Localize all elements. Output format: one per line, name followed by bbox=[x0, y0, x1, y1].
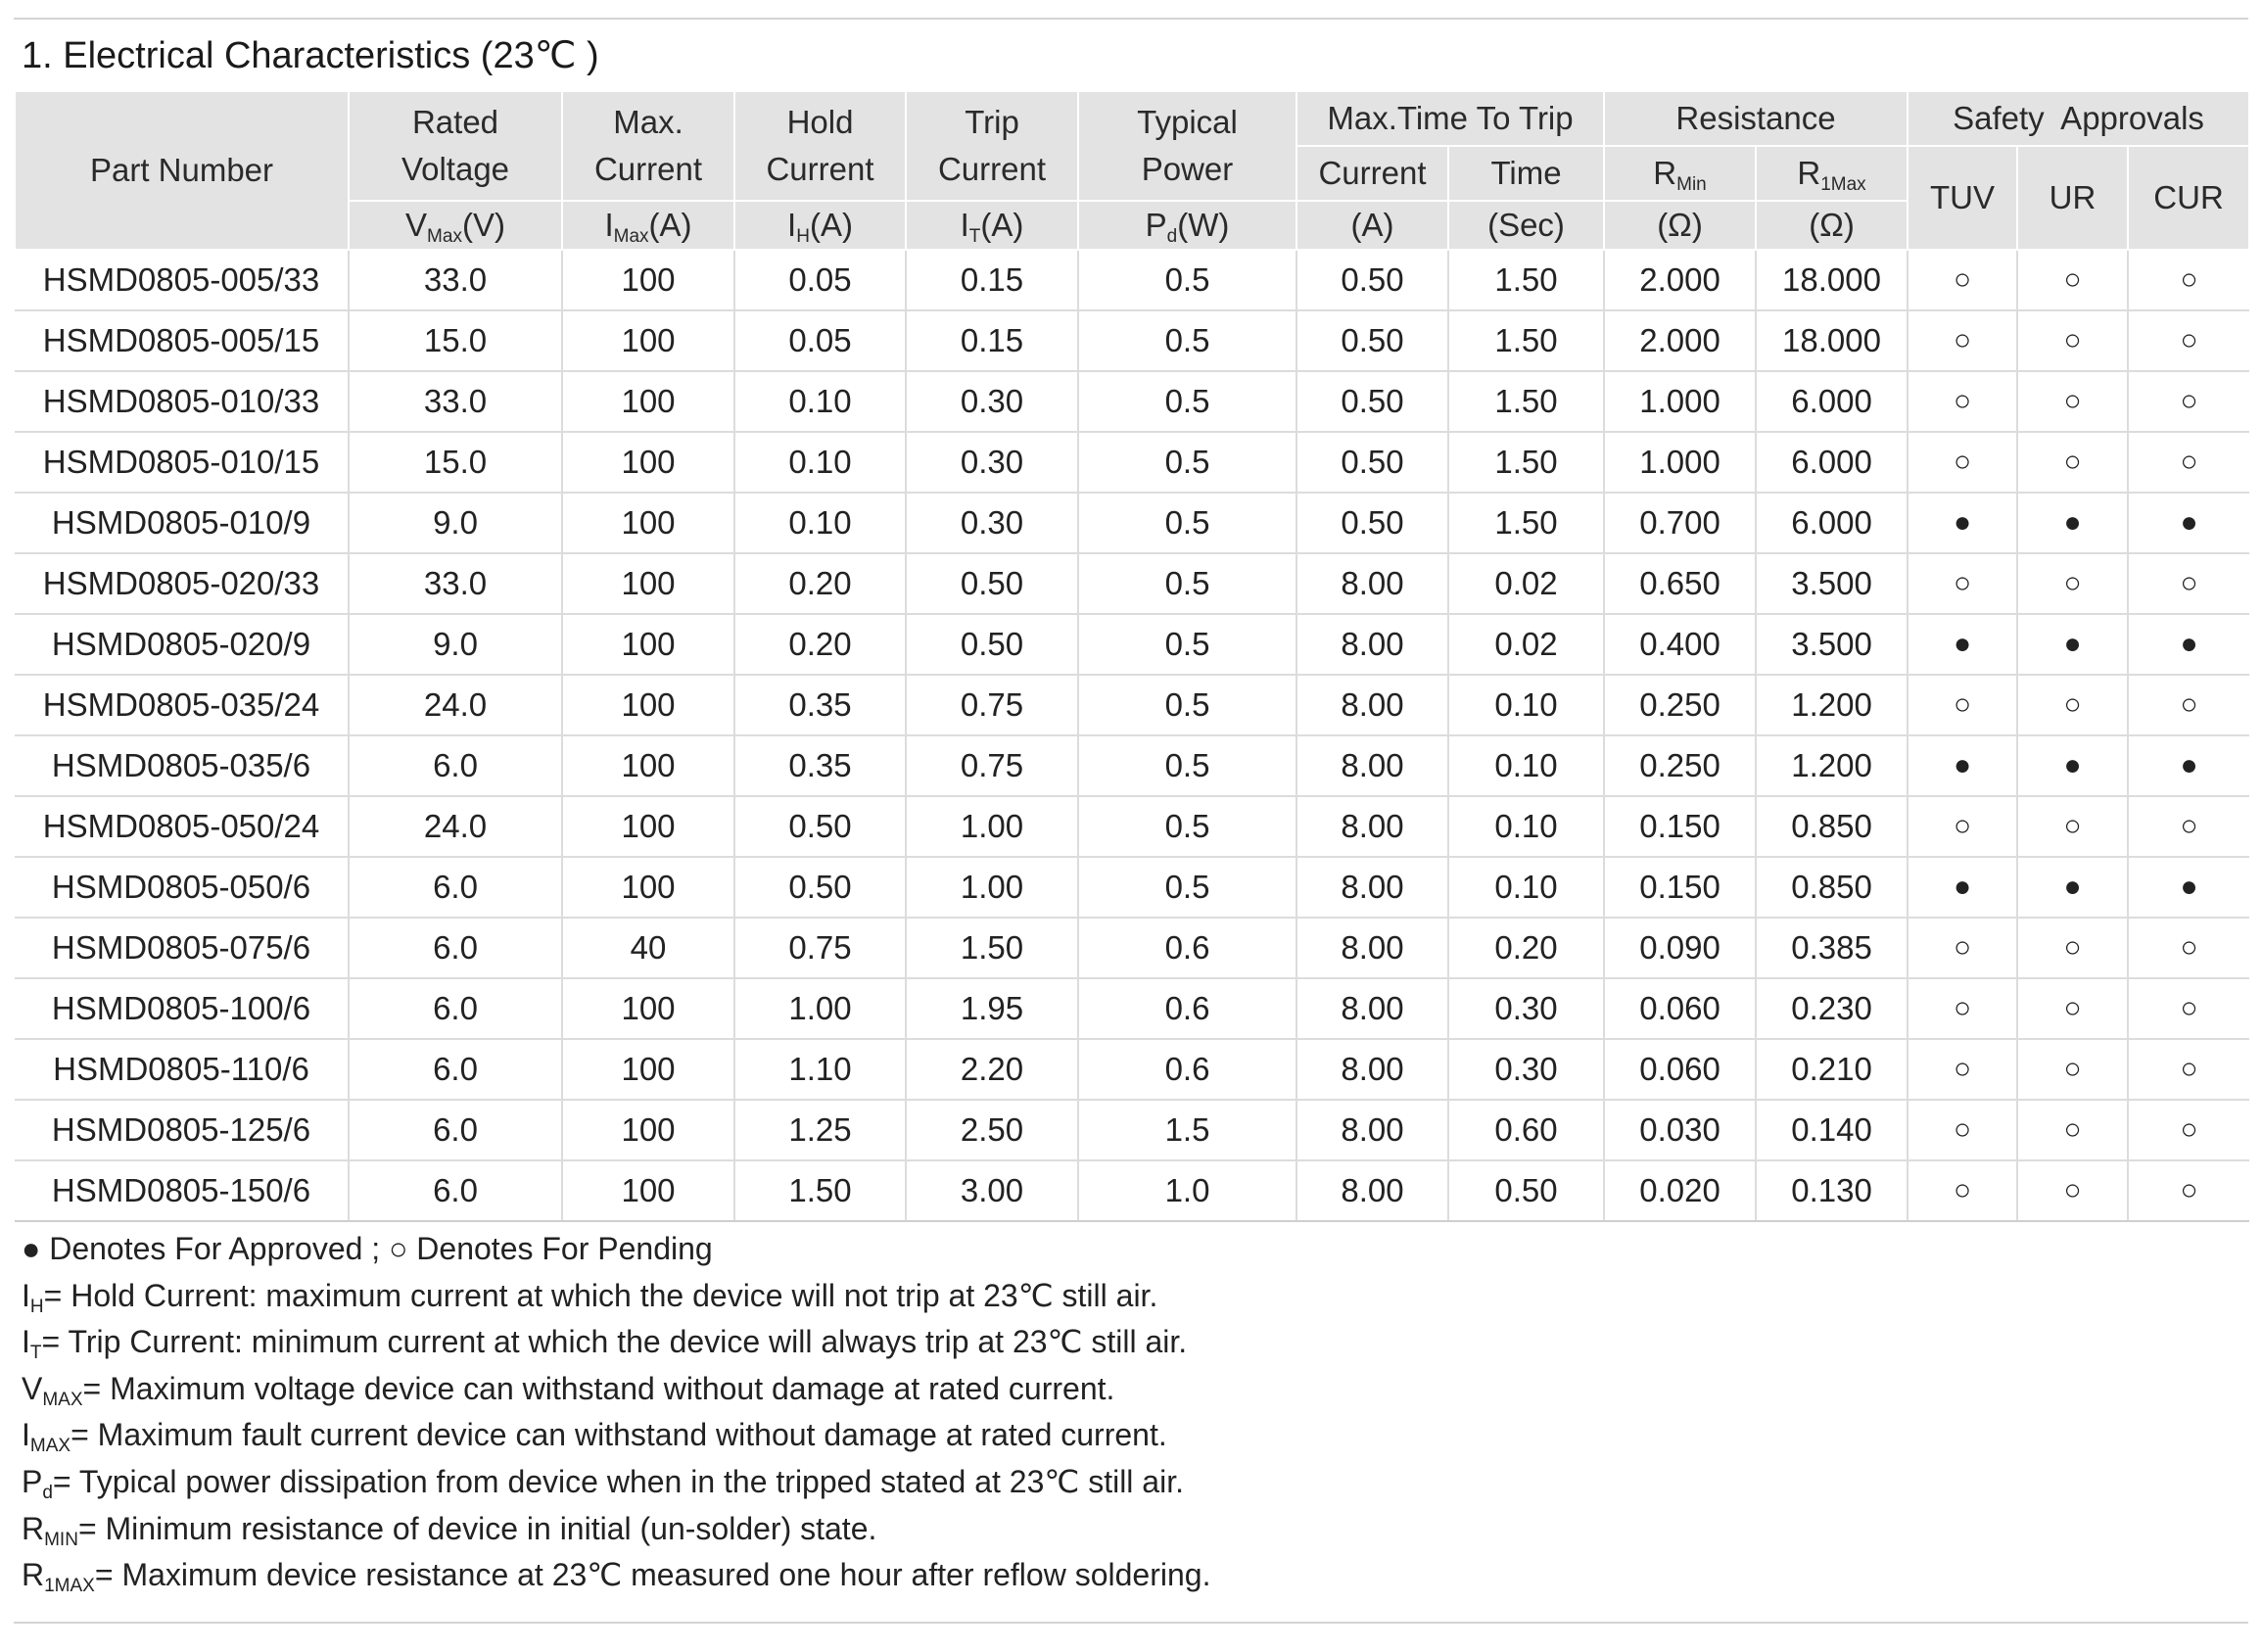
table-row bbox=[15, 250, 2249, 310]
bottom-divider bbox=[14, 1622, 2248, 1624]
header-hold-current: Hold Current bbox=[734, 91, 906, 201]
cell-pd: 0.5 bbox=[1078, 371, 1296, 432]
cell-ih: 0.10 bbox=[734, 371, 906, 432]
ur-status-icon: ○ bbox=[2017, 1039, 2128, 1100]
cell-imax: 100 bbox=[562, 1160, 734, 1221]
cell-imax: 100 bbox=[562, 1100, 734, 1160]
tuv-status-icon: ○ bbox=[1908, 1100, 2017, 1160]
ur-status-icon: ○ bbox=[2017, 371, 2128, 432]
cell-voltage: 33.0 bbox=[349, 371, 562, 432]
table-row bbox=[15, 553, 2249, 614]
table-row bbox=[15, 978, 2249, 1039]
cur-status-icon: ○ bbox=[2128, 310, 2249, 371]
table-row bbox=[15, 1100, 2249, 1160]
cell-pd: 0.5 bbox=[1078, 432, 1296, 493]
cell-trip-current: 8.00 bbox=[1296, 614, 1448, 675]
cell-r1max: 6.000 bbox=[1756, 371, 1908, 432]
cell-trip-current: 0.50 bbox=[1296, 310, 1448, 371]
table-row bbox=[15, 1039, 2249, 1100]
note-ih: $I_H=$ Hold Current: maximum current at which the device will not trip at 23℃ still air. bbox=[22, 1277, 1158, 1317]
table-row bbox=[15, 310, 2249, 371]
tuv-status-icon: ○ bbox=[1908, 675, 2017, 735]
cell-it: 0.50 bbox=[906, 553, 1078, 614]
cell-imax: 100 bbox=[562, 250, 734, 310]
cell-trip-current: 0.50 bbox=[1296, 250, 1448, 310]
header-r-min: $R_{Min}$ bbox=[1604, 146, 1756, 201]
cur-status-icon: ○ bbox=[2128, 675, 2249, 735]
cell-trip-current: 8.00 bbox=[1296, 553, 1448, 614]
cell-voltage: 9.0 bbox=[349, 614, 562, 675]
cell-part: HSMD0805-050/6 bbox=[15, 857, 349, 918]
header-mtt-current: Current bbox=[1296, 146, 1448, 201]
table-row bbox=[15, 1160, 2249, 1221]
cell-part: HSMD0805-010/33 bbox=[15, 371, 349, 432]
cell-rmin: 2.000 bbox=[1604, 250, 1756, 310]
unit-pd: $P_d(W)$ bbox=[1078, 201, 1296, 250]
cell-part: HSMD0805-035/24 bbox=[15, 675, 349, 735]
cell-imax: 100 bbox=[562, 796, 734, 857]
unit-mtt-current: (A) bbox=[1296, 201, 1448, 250]
cell-imax: 100 bbox=[562, 493, 734, 553]
cur-status-icon: ● bbox=[2128, 493, 2249, 553]
cell-trip-time: 0.30 bbox=[1448, 1039, 1604, 1100]
cell-pd: 0.6 bbox=[1078, 918, 1296, 978]
tuv-status-icon: ○ bbox=[1908, 310, 2017, 371]
section-title: 1. Electrical Characteristics (23℃ ) bbox=[22, 35, 599, 76]
ur-status-icon: ○ bbox=[2017, 918, 2128, 978]
cell-imax: 40 bbox=[562, 918, 734, 978]
cell-trip-time: 1.50 bbox=[1448, 250, 1604, 310]
cell-it: 0.30 bbox=[906, 493, 1078, 553]
header-tuv: TUV bbox=[1908, 146, 2017, 250]
cell-r1max: 6.000 bbox=[1756, 432, 1908, 493]
cell-trip-current: 8.00 bbox=[1296, 735, 1448, 796]
cell-voltage: 24.0 bbox=[349, 675, 562, 735]
cell-ih: 0.10 bbox=[734, 493, 906, 553]
cell-trip-time: 1.50 bbox=[1448, 371, 1604, 432]
cell-voltage: 6.0 bbox=[349, 978, 562, 1039]
cell-r1max: 0.385 bbox=[1756, 918, 1908, 978]
cell-trip-time: 0.10 bbox=[1448, 735, 1604, 796]
cur-status-icon: ○ bbox=[2128, 1039, 2249, 1100]
cell-it: 1.00 bbox=[906, 857, 1078, 918]
cell-voltage: 6.0 bbox=[349, 1039, 562, 1100]
cur-status-icon: ● bbox=[2128, 735, 2249, 796]
cell-voltage: 6.0 bbox=[349, 918, 562, 978]
cell-it: 0.75 bbox=[906, 735, 1078, 796]
electrical-characteristics-table bbox=[14, 90, 2250, 1222]
cell-trip-time: 0.02 bbox=[1448, 614, 1604, 675]
table-row bbox=[15, 857, 2249, 918]
ur-status-icon: ○ bbox=[2017, 553, 2128, 614]
cell-ih: 1.25 bbox=[734, 1100, 906, 1160]
table-body bbox=[15, 250, 2249, 1221]
cell-part: HSMD0805-010/15 bbox=[15, 432, 349, 493]
cell-voltage: 6.0 bbox=[349, 1100, 562, 1160]
cell-part: HSMD0805-125/6 bbox=[15, 1100, 349, 1160]
cell-trip-current: 8.00 bbox=[1296, 1100, 1448, 1160]
ur-status-icon: ● bbox=[2017, 735, 2128, 796]
ur-status-icon: ○ bbox=[2017, 978, 2128, 1039]
ur-status-icon: ○ bbox=[2017, 1160, 2128, 1221]
cell-it: 3.00 bbox=[906, 1160, 1078, 1221]
cell-voltage: 6.0 bbox=[349, 1160, 562, 1221]
cell-part: HSMD0805-050/24 bbox=[15, 796, 349, 857]
cur-status-icon: ○ bbox=[2128, 918, 2249, 978]
table-row bbox=[15, 371, 2249, 432]
cell-rmin: 1.000 bbox=[1604, 371, 1756, 432]
approval-legend: ● Denotes For Approved ; ○ Denotes For Pending bbox=[22, 1231, 713, 1266]
tuv-status-icon: ○ bbox=[1908, 978, 2017, 1039]
cell-r1max: 0.130 bbox=[1756, 1160, 1908, 1221]
unit-ih: $I_H(A)$ bbox=[734, 201, 906, 250]
header-rated-voltage: Rated Voltage bbox=[349, 91, 562, 201]
cell-voltage: 6.0 bbox=[349, 857, 562, 918]
cur-status-icon: ● bbox=[2128, 857, 2249, 918]
cell-trip-time: 0.10 bbox=[1448, 675, 1604, 735]
unit-mtt-time: (Sec) bbox=[1448, 201, 1604, 250]
cell-it: 1.50 bbox=[906, 918, 1078, 978]
note-r1max: $R_{1MAX}=$ Maximum device resistance at 23℃ measured one hour after reflow soldering. bbox=[22, 1557, 1211, 1597]
cell-trip-current: 0.50 bbox=[1296, 371, 1448, 432]
cell-rmin: 2.000 bbox=[1604, 310, 1756, 371]
table-row bbox=[15, 735, 2249, 796]
ur-status-icon: ● bbox=[2017, 493, 2128, 553]
cell-rmin: 0.150 bbox=[1604, 857, 1756, 918]
cell-it: 1.95 bbox=[906, 978, 1078, 1039]
cur-status-icon: ○ bbox=[2128, 796, 2249, 857]
cell-rmin: 0.700 bbox=[1604, 493, 1756, 553]
cell-trip-current: 8.00 bbox=[1296, 1160, 1448, 1221]
cell-rmin: 0.250 bbox=[1604, 675, 1756, 735]
cell-ih: 1.50 bbox=[734, 1160, 906, 1221]
cell-rmin: 0.060 bbox=[1604, 1039, 1756, 1100]
cell-trip-time: 0.60 bbox=[1448, 1100, 1604, 1160]
cell-imax: 100 bbox=[562, 857, 734, 918]
tuv-status-icon: ○ bbox=[1908, 371, 2017, 432]
cell-imax: 100 bbox=[562, 675, 734, 735]
header-mtt-time: Time bbox=[1448, 146, 1604, 201]
header-ur: UR bbox=[2017, 146, 2128, 250]
cur-status-icon: ○ bbox=[2128, 978, 2249, 1039]
cell-ih: 0.35 bbox=[734, 735, 906, 796]
cell-trip-current: 0.50 bbox=[1296, 493, 1448, 553]
tuv-status-icon: ○ bbox=[1908, 432, 2017, 493]
tuv-status-icon: ● bbox=[1908, 857, 2017, 918]
cell-r1max: 0.140 bbox=[1756, 1100, 1908, 1160]
cell-ih: 0.50 bbox=[734, 857, 906, 918]
unit-rmin: (Ω) bbox=[1604, 201, 1756, 250]
cur-status-icon: ○ bbox=[2128, 432, 2249, 493]
cell-trip-time: 1.50 bbox=[1448, 432, 1604, 493]
cell-pd: 0.6 bbox=[1078, 978, 1296, 1039]
cell-ih: 0.35 bbox=[734, 675, 906, 735]
cell-imax: 100 bbox=[562, 432, 734, 493]
cell-it: 0.15 bbox=[906, 310, 1078, 371]
cell-imax: 100 bbox=[562, 1039, 734, 1100]
tuv-status-icon: ● bbox=[1908, 614, 2017, 675]
cell-pd: 0.5 bbox=[1078, 614, 1296, 675]
table-row bbox=[15, 918, 2249, 978]
cell-rmin: 0.400 bbox=[1604, 614, 1756, 675]
cell-pd: 0.5 bbox=[1078, 796, 1296, 857]
header-max-time-to-trip: Max.Time To Trip bbox=[1296, 91, 1604, 146]
table-row bbox=[15, 796, 2249, 857]
cell-voltage: 15.0 bbox=[349, 310, 562, 371]
cell-ih: 0.50 bbox=[734, 796, 906, 857]
header-safety-approvals: Safety Approvals bbox=[1908, 91, 2249, 146]
cell-part: HSMD0805-020/9 bbox=[15, 614, 349, 675]
cur-status-icon: ○ bbox=[2128, 1100, 2249, 1160]
unit-it: $I_T(A)$ bbox=[906, 201, 1078, 250]
cell-imax: 100 bbox=[562, 553, 734, 614]
cell-trip-time: 1.50 bbox=[1448, 310, 1604, 371]
cell-trip-time: 0.20 bbox=[1448, 918, 1604, 978]
table-row bbox=[15, 493, 2249, 553]
cell-trip-time: 0.10 bbox=[1448, 796, 1604, 857]
cell-pd: 0.5 bbox=[1078, 310, 1296, 371]
cell-rmin: 0.150 bbox=[1604, 796, 1756, 857]
cell-part: HSMD0805-110/6 bbox=[15, 1039, 349, 1100]
cell-trip-time: 0.30 bbox=[1448, 978, 1604, 1039]
cell-ih: 1.10 bbox=[734, 1039, 906, 1100]
cell-imax: 100 bbox=[562, 371, 734, 432]
cell-pd: 0.6 bbox=[1078, 1039, 1296, 1100]
cell-it: 0.15 bbox=[906, 250, 1078, 310]
cell-voltage: 33.0 bbox=[349, 553, 562, 614]
cell-it: 1.00 bbox=[906, 796, 1078, 857]
cell-part: HSMD0805-010/9 bbox=[15, 493, 349, 553]
note-it: $I_T=$ Trip Current: minimum current at which the device will always trip at 23℃ still air. bbox=[22, 1324, 1188, 1364]
cell-r1max: 0.850 bbox=[1756, 796, 1908, 857]
tuv-status-icon: ● bbox=[1908, 493, 2017, 553]
cell-part: HSMD0805-035/6 bbox=[15, 735, 349, 796]
cell-pd: 0.5 bbox=[1078, 250, 1296, 310]
cell-r1max: 3.500 bbox=[1756, 614, 1908, 675]
ur-status-icon: ○ bbox=[2017, 310, 2128, 371]
cell-pd: 1.0 bbox=[1078, 1160, 1296, 1221]
header-cur: CUR bbox=[2128, 146, 2249, 250]
table-row bbox=[15, 614, 2249, 675]
cell-part: HSMD0805-075/6 bbox=[15, 918, 349, 978]
cell-part: HSMD0805-020/33 bbox=[15, 553, 349, 614]
tuv-status-icon: ○ bbox=[1908, 918, 2017, 978]
cell-ih: 1.00 bbox=[734, 978, 906, 1039]
header-typical-power: Typical Power bbox=[1078, 91, 1296, 201]
tuv-status-icon: ● bbox=[1908, 735, 2017, 796]
tuv-status-icon: ○ bbox=[1908, 1160, 2017, 1221]
cell-rmin: 0.090 bbox=[1604, 918, 1756, 978]
cell-voltage: 15.0 bbox=[349, 432, 562, 493]
ur-status-icon: ● bbox=[2017, 857, 2128, 918]
cell-it: 0.50 bbox=[906, 614, 1078, 675]
cell-voltage: 33.0 bbox=[349, 250, 562, 310]
note-vmax: $V_{MAX}=$ Maximum voltage device can withstand without damage at rated current. bbox=[22, 1370, 1115, 1410]
note-rmin: $R_{MIN}=$ Minimum resistance of device in initial (un-solder) state. bbox=[22, 1510, 877, 1550]
ur-status-icon: ○ bbox=[2017, 675, 2128, 735]
cell-imax: 100 bbox=[562, 614, 734, 675]
header-trip-current: Trip Current bbox=[906, 91, 1078, 201]
cur-status-icon: ○ bbox=[2128, 371, 2249, 432]
ur-status-icon: ○ bbox=[2017, 432, 2128, 493]
cell-pd: 0.5 bbox=[1078, 553, 1296, 614]
cell-trip-current: 8.00 bbox=[1296, 978, 1448, 1039]
cell-r1max: 18.000 bbox=[1756, 310, 1908, 371]
cell-pd: 0.5 bbox=[1078, 493, 1296, 553]
cell-ih: 0.10 bbox=[734, 432, 906, 493]
cell-rmin: 0.030 bbox=[1604, 1100, 1756, 1160]
cell-voltage: 9.0 bbox=[349, 493, 562, 553]
cell-pd: 0.5 bbox=[1078, 675, 1296, 735]
cell-r1max: 0.230 bbox=[1756, 978, 1908, 1039]
unit-imax: $I_{Max}(A)$ bbox=[562, 201, 734, 250]
cell-trip-current: 8.00 bbox=[1296, 918, 1448, 978]
cell-trip-current: 8.00 bbox=[1296, 796, 1448, 857]
cell-ih: 0.05 bbox=[734, 310, 906, 371]
cell-it: 0.75 bbox=[906, 675, 1078, 735]
cell-rmin: 0.020 bbox=[1604, 1160, 1756, 1221]
cell-it: 0.30 bbox=[906, 371, 1078, 432]
tuv-status-icon: ○ bbox=[1908, 1039, 2017, 1100]
header-max-current: Max. Current bbox=[562, 91, 734, 201]
cell-pd: 0.5 bbox=[1078, 735, 1296, 796]
cell-rmin: 0.250 bbox=[1604, 735, 1756, 796]
tuv-status-icon: ○ bbox=[1908, 250, 2017, 310]
cell-trip-current: 8.00 bbox=[1296, 675, 1448, 735]
tuv-status-icon: ○ bbox=[1908, 553, 2017, 614]
cell-rmin: 0.650 bbox=[1604, 553, 1756, 614]
ur-status-icon: ● bbox=[2017, 614, 2128, 675]
cell-ih: 0.05 bbox=[734, 250, 906, 310]
cell-imax: 100 bbox=[562, 735, 734, 796]
cell-trip-current: 8.00 bbox=[1296, 857, 1448, 918]
unit-r1max: (Ω) bbox=[1756, 201, 1908, 250]
cell-rmin: 1.000 bbox=[1604, 432, 1756, 493]
cell-pd: 0.5 bbox=[1078, 857, 1296, 918]
cell-part: HSMD0805-005/15 bbox=[15, 310, 349, 371]
note-imax: $I_{MAX}=$ Maximum fault current device can withstand without damage at rated current. bbox=[22, 1417, 1167, 1457]
header-r-1max: $R_{1Max}$ bbox=[1756, 146, 1908, 201]
cell-part: HSMD0805-100/6 bbox=[15, 978, 349, 1039]
cell-part: HSMD0805-150/6 bbox=[15, 1160, 349, 1221]
cell-r1max: 1.200 bbox=[1756, 675, 1908, 735]
cur-status-icon: ● bbox=[2128, 614, 2249, 675]
cell-part: HSMD0805-005/33 bbox=[15, 250, 349, 310]
ur-status-icon: ○ bbox=[2017, 796, 2128, 857]
cell-r1max: 3.500 bbox=[1756, 553, 1908, 614]
cell-voltage: 6.0 bbox=[349, 735, 562, 796]
cell-ih: 0.20 bbox=[734, 553, 906, 614]
cur-status-icon: ○ bbox=[2128, 553, 2249, 614]
cell-voltage: 24.0 bbox=[349, 796, 562, 857]
cell-imax: 100 bbox=[562, 310, 734, 371]
header-part-number: Part Number bbox=[15, 91, 349, 250]
cell-trip-time: 1.50 bbox=[1448, 493, 1604, 553]
cell-rmin: 0.060 bbox=[1604, 978, 1756, 1039]
unit-vmax: $V_{Max}(V)$ bbox=[349, 201, 562, 250]
cell-r1max: 1.200 bbox=[1756, 735, 1908, 796]
ur-status-icon: ○ bbox=[2017, 250, 2128, 310]
cell-it: 2.20 bbox=[906, 1039, 1078, 1100]
cell-r1max: 6.000 bbox=[1756, 493, 1908, 553]
cell-r1max: 0.210 bbox=[1756, 1039, 1908, 1100]
cell-trip-current: 8.00 bbox=[1296, 1039, 1448, 1100]
cell-r1max: 0.850 bbox=[1756, 857, 1908, 918]
cell-trip-time: 0.10 bbox=[1448, 857, 1604, 918]
ur-status-icon: ○ bbox=[2017, 1100, 2128, 1160]
cell-r1max: 18.000 bbox=[1756, 250, 1908, 310]
tuv-status-icon: ○ bbox=[1908, 796, 2017, 857]
cell-imax: 100 bbox=[562, 978, 734, 1039]
header-resistance: Resistance bbox=[1604, 91, 1908, 146]
cell-it: 0.30 bbox=[906, 432, 1078, 493]
cell-it: 2.50 bbox=[906, 1100, 1078, 1160]
notes-section bbox=[22, 1226, 1210, 1599]
cell-trip-time: 0.50 bbox=[1448, 1160, 1604, 1221]
cell-trip-time: 0.02 bbox=[1448, 553, 1604, 614]
cur-status-icon: ○ bbox=[2128, 1160, 2249, 1221]
cell-pd: 1.5 bbox=[1078, 1100, 1296, 1160]
cur-status-icon: ○ bbox=[2128, 250, 2249, 310]
note-pd: $P_d=$ Typical power dissipation from device when in the tripped stated at 23℃ still air. bbox=[22, 1463, 1184, 1503]
table-row bbox=[15, 675, 2249, 735]
cell-ih: 0.75 bbox=[734, 918, 906, 978]
table-row bbox=[15, 432, 2249, 493]
top-divider bbox=[14, 18, 2248, 20]
cell-ih: 0.20 bbox=[734, 614, 906, 675]
cell-trip-current: 0.50 bbox=[1296, 432, 1448, 493]
